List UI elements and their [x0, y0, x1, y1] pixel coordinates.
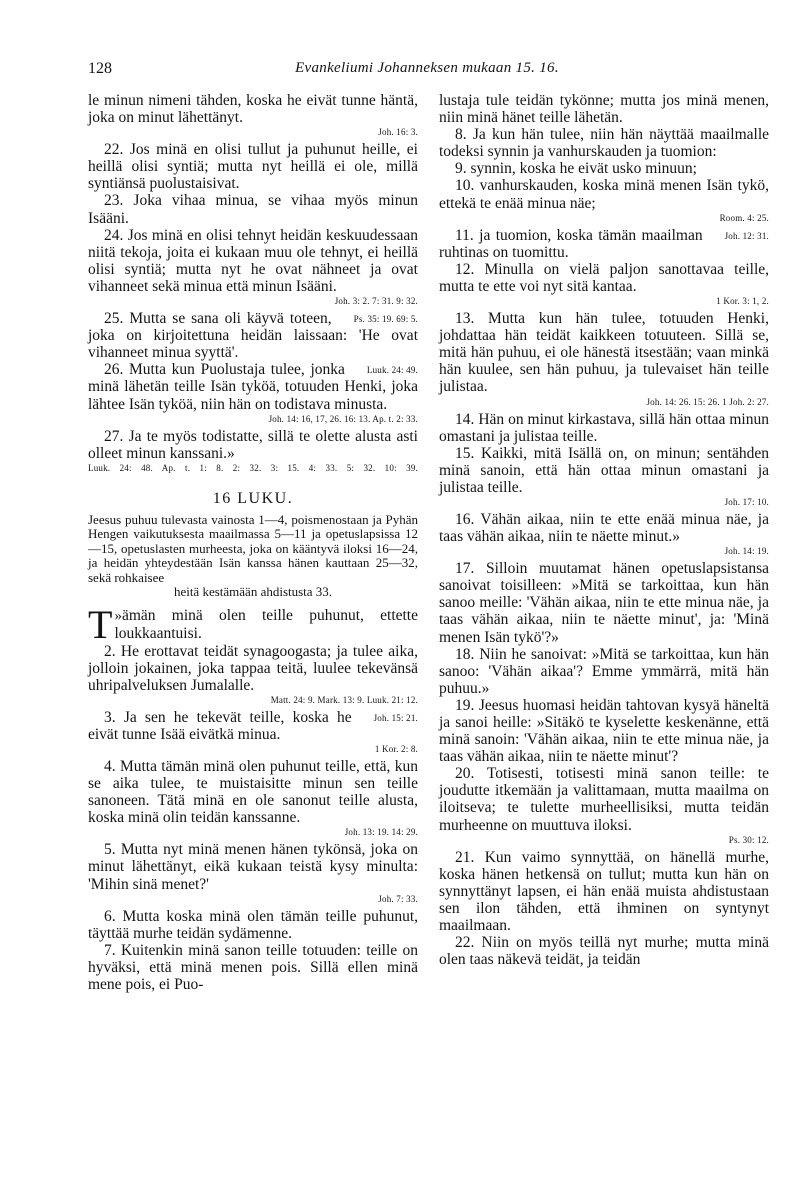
summary-last-line: heitä kestämään ahdistusta 33.: [173, 583, 333, 599]
cross-reference: Joh. 13: 19. 14: 29.: [344, 827, 418, 838]
cross-reference: Joh. 17: 10.: [724, 496, 769, 507]
page-header: [88, 60, 766, 82]
verse-15-24: 24. Jos minä en olisi tehnyt heidän keskuudessaan niitä tekoja, joita ei kukaan muu ole tehnyt, ei heillä olisi syntiä; mutta nyt he ovat nähneet ja ovat vihanneet sekä minua että minun Isääni.: [88, 226, 418, 295]
verse-15-25: [88, 310, 418, 361]
cross-reference: Joh. 14: 16, 17, 26. 16: 13. Ap. t. 2: 33.: [268, 413, 418, 424]
verse-text: 3. Ja sen he tekevät teille, koska he eivät tunne Isää eivätkä minua.: [88, 708, 352, 743]
verse-16-7: 7. Kuitenkin minä sanon teille totuuden: teille on hyväksi, että minä menen pois. Sillä ellen minä mene pois, ei Puo-: [88, 941, 418, 993]
chapter-heading: 16 LUKU.: [212, 489, 294, 507]
cross-reference: Luuk. 24: 49.: [366, 365, 418, 376]
verse-text: 2. He erottavat teidät synagoogasta; ja tulee aika, jolloin jokainen, joka tappaa teitä, luulee tekevänsä uhripalveluksen Jumalalle.: [88, 642, 418, 694]
cross-reference: Joh. 12: 31.: [724, 230, 769, 241]
cross-reference: Joh. 7: 33.: [378, 893, 418, 904]
verse-16-18: 18. Niin he sanoivat: »Mitä se tarkoittaa, kun hän sanoo: 'Vähän aikaa'? Emme ymmärrä, mitä hän puhuu.»: [439, 645, 769, 697]
cross-reference: Joh. 3: 2. 7: 31. 9: 32.: [334, 296, 418, 307]
page-number: 128: [88, 60, 112, 77]
verse-16-14: 14. Hän on minut kirkastava, sillä hän ottaa minun omastani ja julistaa teille.: [439, 410, 769, 445]
verse-16-12: 12. Minulla on vielä paljon sanottavaa teille, mutta te ette voi nyt sitä kantaa.: [439, 260, 769, 295]
verse-16-15: [439, 445, 769, 496]
verse-text: 15. Kaikki, mitä Isällä on, on minun; sentähden minä sanoin, että hän ottaa minun omastani ja julistaa teille.: [439, 444, 769, 496]
verse-16-5: 5. Mutta nyt minä menen hänen tykönsä, joka on minut lähettänyt, eikä kukaan teistä kysy minulta: 'Mihin sinä menet?': [88, 841, 418, 893]
verse-text: 26. Mutta kun Puolustaja tulee, jonka minä lähetän teille Isän tyköä, totuuden Henki, joka lähtee Isän tyköä, niin hän on todistava minusta.: [88, 361, 418, 413]
verse-text: 16. Vähän aikaa, niin te ette enää minua näe, ja taas vähän aikaa, niin te näette minut.»: [439, 510, 769, 546]
verse-16-9: 9. synnin, koska he eivät usko minuun;: [455, 160, 697, 178]
verse-16-21: 21. Kun vaimo synnyttää, on hänellä murhe, koska hänen hetkensä on tullut; mutta kun hän on synnyttänyt lapsen, ei hän enää muista ahdistustaan sen ilon tähden, että ihminen on syntynyt maailmaan.: [439, 848, 769, 935]
chapter-summary: [88, 513, 418, 599]
quote-mark: »: [114, 608, 122, 625]
cross-reference: 1 Kor. 3: 1, 2.: [716, 296, 769, 307]
verse-16-20: [439, 765, 769, 833]
verse-16-3: [88, 709, 418, 743]
verse-16-4: 4. Mutta tämän minä olen puhunut teille, että, kun se aika tulee, te muistaisitte minun sen teille sanoneen. Tätä minä en ole sanonut teille alusta, koska minä olin teidän kanssanne.: [88, 757, 418, 827]
verse-16-13: 13. Mutta kun hän tulee, totuuden Henki, johdattaa hän teidät kaikkeen totuuteen. Sillä se, mitä hän puhuu, ei ole hänestä itsestään; vaan minkä hän kuulee, sen hän puhuu, ja tulevaiset hän teille julistaa.: [439, 310, 769, 396]
verse-15-22: 22. Jos minä en olisi tullut ja puhunut heille, ei heillä olisi syntiä; mutta nyt heillä ei ole, millä syntiänsä puolustaisivat.: [88, 141, 418, 193]
left-column: [88, 92, 418, 993]
cross-reference: Joh. 16: 3.: [378, 127, 418, 138]
verse-text: 20. Totisesti, totisesti minä sanon teille: te joudutte itkemään ja valittamaan, mutta maailma on iloitseva; te tulette murheellisiksi, mutta teidän murheenne on muuttuva iloksi.: [439, 765, 769, 834]
verse-continuation: lustaja tule teidän tykönne; mutta jos minä menen, niin minä hänet teille lähetän.: [439, 92, 769, 127]
verse-text: ämän minä olen teille puhunut, ettette loukkaantuisi.: [114, 607, 418, 643]
verse-16-22: 22. Niin on myös teillä nyt murhe; mutta minä olen taas näkevä teidät, ja teidän: [439, 934, 769, 969]
verse-15-27: 27. Ja te myös todistatte, sillä te olette alusta asti olleet minun kanssani.»: [88, 427, 418, 462]
verse-16-1: [88, 602, 418, 648]
verse-16-16: [439, 511, 769, 545]
verse-continuation: le minun nimeni tähden, koska he eivät tunne häntä, joka on minut lähettänyt.: [88, 92, 418, 127]
verse-16-17: 17. Silloin muutamat hänen opetuslapsistansa sanoivat toisilleen: »Mitä se tarkoittaa, kun hän sanoo meille: 'Vähän aikaa, niin te ette minua näe, ja taas vähän aikaa, niin te näette minut', ja: 'Minä menen Isän tykö'?»: [439, 560, 769, 646]
cross-reference: Joh. 14: 19.: [724, 546, 769, 557]
right-column: [439, 92, 769, 968]
verse-16-2: [88, 643, 418, 694]
verse-15-23: 23. Joka vihaa minua, se vihaa myös minun Isääni.: [88, 192, 418, 227]
verse-15-26: [88, 361, 418, 412]
cross-reference: Luuk. 24: 48. Ap. t. 1: 8. 2: 32. 3: 15. 4: 33. 5: 32. 10: 39.: [88, 462, 418, 473]
cross-reference: Matt. 24: 9. Mark. 13: 9. Luuk. 21: 12.: [270, 694, 418, 705]
cross-reference: Joh. 14: 26. 15: 26. 1 Joh. 2: 27.: [646, 396, 769, 407]
cross-reference: 1 Kor. 2: 8.: [374, 743, 418, 754]
running-title: Evankeliumi Johanneksen mukaan 15. 16.: [295, 60, 559, 76]
drop-cap: T: [88, 602, 113, 648]
cross-reference: Joh. 15: 21.: [373, 712, 418, 723]
verse-text: 11. ja tuomion, koska tämän maailman ruhtinas on tuomittu.: [439, 226, 703, 261]
verse-16-11: [439, 227, 769, 261]
verse-16-8: 8. Ja kun hän tulee, niin hän näyttää maailmalle todeksi synnin ja vanhurskauden ja tuomion:: [439, 126, 769, 161]
cross-reference: Room. 4: 25.: [719, 212, 769, 223]
verse-text: 25. Mutta se sana oli käyvä toteen, joka on kirjoitettuna heidän laissaan: 'He ovat vihanneet minua syyttä'.: [88, 310, 418, 362]
cross-reference: Ps. 30: 12.: [728, 834, 769, 845]
cross-reference: Ps. 35: 19. 69: 5.: [353, 314, 418, 325]
verse-16-19: 19. Jeesus huomasi heidän tahtovan kysyä häneltä ja sanoi heille: »Sitäkö te kyselette keskenänne, että minä sanoin: 'Vähän aikaa, niin te ette minua näe, ja taas vähän aikaa, niin te näette minut'?: [439, 696, 769, 766]
verse-16-6: 6. Mutta koska minä olen tämän teille puhunut, täyttää murhe teidän sydämenne.: [88, 907, 418, 942]
verse-16-10: 10. vanhurskauden, koska minä menen Isän tykö, ettekä te enää minua näe;: [439, 177, 769, 212]
summary-text: Jeesus puhuu tulevasta vainosta 1—4, poismenostaan ja Pyhän Hengen vaikutuksesta maailmassa 5—11 ja opetuslapsissa 12—15, opetuslasten murheesta, joka on kääntyvä iloksi 16—24, ja heidän yhteydestään Isän kanssa hänen kauttaan 25—32, sekä rohkaisee: [88, 511, 418, 585]
